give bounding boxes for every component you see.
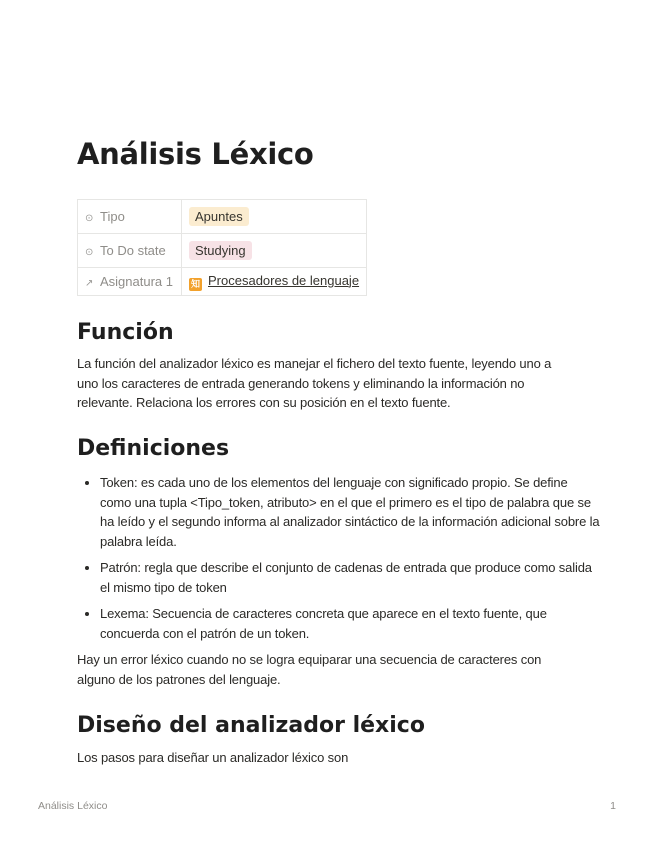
- paragraph-error-lexico: Hay un error léxico cuando no se logra equiparar una secuencia de caracteres con alguno de los patrones del lenguaje.: [77, 652, 542, 687]
- property-row-todo-state: [78, 234, 367, 268]
- properties-table: [77, 199, 367, 296]
- property-name-tipo: [78, 200, 182, 234]
- property-label: To Do state: [100, 243, 166, 258]
- property-name-asignatura: [78, 268, 182, 296]
- property-row-asignatura: [78, 268, 367, 296]
- heading-diseno: Diseño del analizador léxico: [77, 713, 425, 738]
- relation-link[interactable]: Procesadores de lenguaje: [208, 272, 360, 288]
- paragraph-funcion: La función del analizador léxico es manejar el fichero del texto fuente, leyendo uno a uno los caracteres de entrada generando tokens y eliminando la información no relevante. Relaciona los errores con su posición en el texto fuente.: [77, 356, 552, 410]
- property-row-tipo: [78, 200, 367, 234]
- paragraph-diseno: Los pasos para diseñar un analizador léxico son: [77, 750, 349, 765]
- definitions-list: [77, 473, 600, 650]
- list-item: • Token: es cada uno de los elementos del lenguaje con significado propio. Se define como una tupla <Tipo_token, atributo> en el que el primero es el tipo de palabra que se ha leído y el segundo informa al analizador sintáctico de la información adicional sobre la palabra leída.: [100, 473, 600, 551]
- page-title: Análisis Léxico: [77, 137, 314, 171]
- footer-page-number: 1: [610, 800, 616, 812]
- list-item: • Lexema: Secuencia de caracteres concreta que aparece en el texto fuente, que concuerda con el patrón de un token.: [100, 604, 600, 643]
- property-value-asignatura[interactable]: [182, 268, 367, 296]
- property-value-tipo[interactable]: [182, 200, 367, 234]
- property-label: Asignatura 1: [100, 274, 173, 289]
- property-value-todo-state[interactable]: [182, 234, 367, 268]
- footer-title: Análisis Léxico: [38, 800, 108, 812]
- tag-apuntes[interactable]: Apuntes: [189, 207, 249, 226]
- page-icon: 知: [190, 278, 200, 289]
- tag-studying[interactable]: Studying: [189, 241, 252, 260]
- select-icon: ⊙: [85, 213, 94, 224]
- relation-arrow-icon: ↗: [85, 278, 94, 289]
- property-name-todo-state: [78, 234, 182, 268]
- list-item: • Patrón: regla que describe el conjunto de cadenas de entrada que produce como salida el mismo tipo de token: [100, 558, 600, 597]
- property-label: Tipo: [100, 209, 125, 224]
- heading-definiciones: Definiciones: [77, 436, 230, 461]
- select-icon: ⊙: [85, 247, 94, 258]
- heading-funcion: Función: [77, 320, 174, 345]
